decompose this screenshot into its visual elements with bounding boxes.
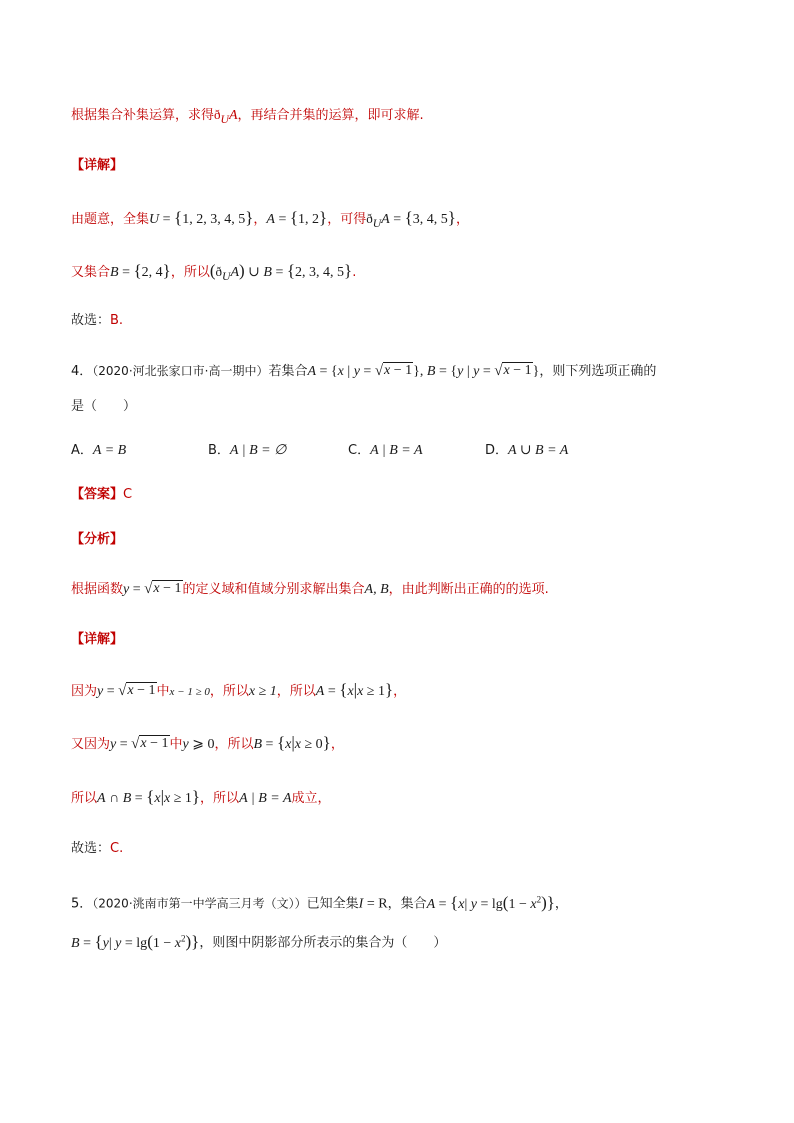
- p3-step2-line: 又集合B = {2, 4}，所以$(ð_UA)$ ∪ B = {2, 3, 4, 5}.: [71, 261, 357, 283]
- q4-option-b: B．A | B = ∅: [208, 443, 287, 458]
- q5-stem-line1: 5．（2020·洮南市第一中学高三月考（文））已知全集I = R，集合A = {x| $y = \lg(1 - x^2)$}，: [71, 892, 568, 912]
- q4-set-a-expr: A = {x | y = √ x − 1 }, B = {y | y = √ x − 1 }: [307, 363, 540, 379]
- p3-answer: 故选：B.: [71, 313, 124, 328]
- union-expr: $(ð_UA)$ ∪ B = {2, 3, 4, 5}: [209, 261, 353, 283]
- q5-stem-line2: B = {y| $y = \lg(1 - x^2)$}，则图中阴影部分所表示的集合为（ ）: [71, 931, 447, 951]
- q5-set-a-expr: A = {x| $y = \lg(1 - x^2)$}: [426, 892, 555, 912]
- q5-set-b-expr: B = {y| $y = \lg(1 - x^2)$}: [71, 931, 200, 951]
- q4-step1-line: 因为y = √ x − 1 中x − 1 ≥ 0，所以x ≥ 1，所以A = {x|x ≥ 1}，: [71, 680, 407, 699]
- q4-stem-line2: 是（ ）: [71, 399, 137, 414]
- complement-a-expr: $ð_UA = \{3$, 4, 5}: [366, 208, 456, 230]
- complement-expr: $ð_UA$: [214, 107, 238, 126]
- q4-analysis-heading: 【分析】: [71, 532, 124, 547]
- q4-stem-line1: 4．（2020·河北张家口市·高一期中）若集合A = {x | y = √ x − 1 }, B = {y | y = √ x − 1 }，则下列选项正确的: [71, 363, 657, 379]
- q4-options: [71, 441, 568, 461]
- q4-step2-line: 又因为y = √ x − 1 中y ⩾ 0，所以B = {x|x ≥ 0}，: [71, 733, 344, 752]
- p3-detail-heading: 【详解】: [71, 158, 124, 173]
- q4-option-a: A．A = B: [71, 443, 127, 458]
- function-expr: y = √ x − 1: [123, 581, 182, 597]
- set-b-result: B = {x|x ≥ 0}: [253, 733, 331, 752]
- q4-detail-heading: 【详解】: [71, 632, 124, 647]
- p3-step1-line: 由题意，全集U = {1, 2, 3, 4, 5}，A = {1, 2}，可得$ð_UA = \{3$, 4, 5}，: [71, 208, 469, 230]
- q4-final-answer: 故选：C.: [71, 841, 124, 856]
- set-u-expr: U = {1, 2, 3, 4, 5}: [149, 208, 254, 227]
- p3-analysis-line: 根据集合补集运算，求得$ð_UA$，再结合并集的运算，即可求解.: [71, 107, 424, 126]
- q4-step3-line: 所以A ∩ B = {x|x ≥ 1}，所以A | B = A成立，: [71, 787, 331, 806]
- q4-analysis-line: 根据函数y = √ x − 1 的定义域和值域分别求解出集合A, B，由此判断出正确的的选项.: [71, 581, 549, 597]
- intersection-expr: A ∩ B = {x|x ≥ 1}: [97, 787, 201, 806]
- set-b-expr: B = {2, 4}: [110, 261, 171, 280]
- set-a-result: A = {x|x ≥ 1}: [315, 680, 394, 699]
- q4-answer: 【答案】C: [71, 487, 133, 502]
- q4-option-c: C．A | B = A: [348, 443, 423, 458]
- q4-option-d: D．A ∪ B = A: [485, 443, 569, 458]
- set-a-expr: A = {1, 2}: [266, 208, 328, 227]
